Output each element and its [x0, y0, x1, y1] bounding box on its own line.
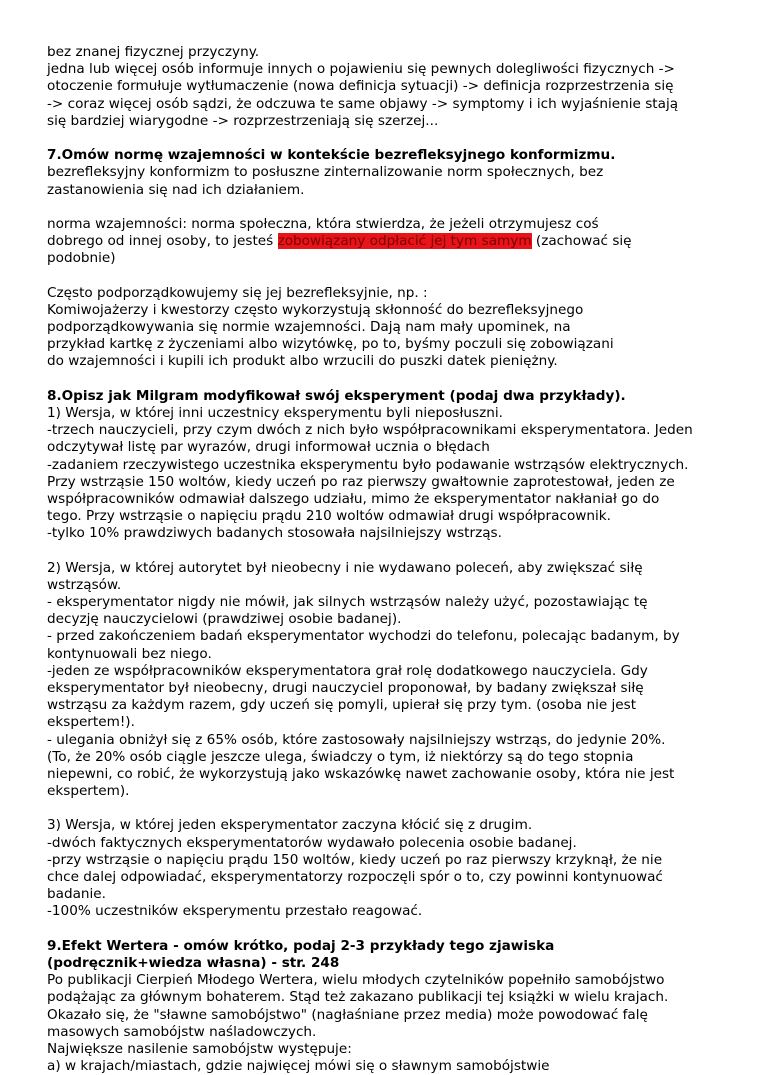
text-line: -> coraz więcej osób sądzi, że odczuwa te same objawy -> symptomy i ich wyjaśnienie stają — [47, 95, 679, 112]
text-line: Po publikacji Cierpień Młodego Wertera, wielu młodych czytelników popełniło samobójstwo — [47, 972, 665, 989]
text-line: norma wzajemności: norma społeczna, która stwierdza, że jeżeli otrzymujesz coś — [47, 215, 599, 232]
text-line: jedna lub więcej osób informuje innych o pojawieniu się pewnych dolegliwości fizycznych -> — [47, 61, 675, 78]
text-line: -dwóch faktycznych eksperymentatorów wydawało polecenia osobie badanej. — [47, 834, 577, 851]
text-line: a) w krajach/miastach, gdzie najwięcej mówi się o sławnym samobójstwie — [47, 1058, 550, 1075]
text-line: -zadaniem rzeczywistego uczestnika eksperymentu było podawanie wstrząsów elektrycznych. — [47, 456, 689, 473]
text-line: Często podporządkowujemy się jej bezrefleksyjnie, np. : — [47, 284, 428, 301]
text-line: Komiwojażerzy i kwestorzy często wykorzystują skłonność do bezrefleksyjnego — [47, 301, 584, 318]
milgram-version-2 — [47, 560, 727, 801]
text-line: do wzajemności i kupili ich produkt albo wrzucili do puszki datek pieniężny. — [47, 353, 558, 370]
text-line: współpracowników odmawiał dalszego udziału, mimo że eksperymentator nakłaniał go do — [47, 490, 660, 507]
text-line: -przy wstrząsie o napięciu prądu 150 woltów, kiedy uczeń po raz pierwszy krzyknął, że nie — [47, 851, 663, 868]
question-9-title: (podręcznik+wiedza własna) - str. 248 — [47, 954, 340, 971]
text-line: podobnie) — [47, 250, 116, 267]
text-line: odczytywał listę par wyrazów, drugi informował ucznia o błędach — [47, 439, 490, 456]
text-line: badanie. — [47, 886, 106, 903]
text-line: - ulegania obniżył się z 65% osób, które zastosowały najsilniejszy wstrząs, do jedynie 20%. — [47, 731, 666, 748]
text-line: -100% uczestników eksperymentu przestało reagować. — [47, 903, 423, 920]
text-line: otoczenie formułuje wytłumaczenie (nowa definicja sytuacji) -> definicja rozprzestrzenia się — [47, 78, 674, 95]
question-7-title: 7.Omów normę wzajemności w kontekście bezrefleksyjnego konformizmu. — [47, 147, 616, 164]
text-line: masowych samobójstw naśladowczych. — [47, 1023, 317, 1040]
text-line: podążając za głównym bohaterem. Stąd też zakazano publikacji tej książki w wielu krajach. — [47, 989, 669, 1006]
text-line: bezrefleksyjny konformizm to posłuszne zinternalizowanie norm społecznych, bez — [47, 164, 604, 181]
text-line: niepewni, co robić, że wykorzystują jako wskazówkę nawet zachowanie osoby, która nie jest — [47, 765, 675, 782]
text-line: kontynuowali bez niego. — [47, 645, 212, 662]
text-line: podporządkowywania się normie wzajemności. Dają nam mały upominek, na — [47, 319, 571, 335]
text-line: decyzję nauczycielowi (prawdziwej osobie badanej). — [47, 611, 402, 628]
text-fragment: (zachować się — [531, 233, 632, 250]
text-line: - przed zakończeniem badań eksperymentator wychodzi do telefonu, polecając badanym, by — [47, 628, 680, 645]
document-page — [47, 44, 727, 1075]
text-line: bez znanej fizycznej przyczyny. — [47, 44, 260, 60]
text-line: eksperymentator był nieobecny, drugi nauczyciel proponował, by badany zwiększał siłę — [47, 679, 644, 696]
text-line: 3) Wersja, w której jeden eksperymentator zaczyna kłócić się z drugim. — [47, 817, 533, 834]
question-9-title: 9.Efekt Wertera - omów krótko, podaj 2-3 przykłady tego zjawiska — [47, 937, 555, 954]
text-line: - eksperymentator nigdy nie mówił, jak silnych wstrząsów należy użyć, pozostawiając tę — [47, 594, 648, 610]
text-line: ekspertem). — [47, 783, 130, 800]
highlighted-text: zobowiązany odpłacić jej tym samym — [277, 233, 532, 250]
text-line: -tylko 10% prawdziwych badanych stosowała najsilniejszy wstrząs. — [47, 525, 502, 542]
text-line: Okazało się, że "sławne samobójstwo" (nagłaśniane przez media) może powodować falę — [47, 1006, 648, 1023]
milgram-version-3 — [47, 817, 727, 920]
text-line: ekspertem!). — [47, 714, 135, 731]
text-line: -jeden ze współpracowników eksperymentatora grał rolę dodatkowego nauczyciela. Gdy — [47, 662, 648, 679]
text-line: Przy wstrząsie 150 woltów, kiedy uczeń po raz pierwszy gwałtownie zaprotestował, jeden ze — [47, 473, 675, 490]
text-line: tego. Przy wstrząsie o napięciu prądu 210 woltów odmawiał drugi współpracownik. — [47, 508, 611, 525]
milgram-version-1 — [47, 405, 727, 543]
question-8 — [47, 388, 727, 921]
intro-paragraph — [47, 44, 727, 130]
text-line: wstrząsów. — [47, 576, 122, 593]
text-line: chce dalej odpowiadać, eksperymentatorzy rozpoczęli spór o to, czy powinni kontynuować — [47, 869, 663, 885]
text-line: się bardziej wiarygodne -> rozprzestrzeniają się szerzej... — [47, 112, 439, 129]
text-fragment: dobrego od innej osoby, to jesteś — [47, 233, 278, 250]
text-line: wstrząsu za każdym razem, gdy uczeń się pomyli, upierał się przy tym. (osoba nie jest — [47, 697, 637, 714]
text-line: (To, że 20% osób ciągle jeszcze ulega, świadczy o tym, iż niektórzy są do tego stopnia — [47, 748, 634, 765]
text-line: przykład kartkę z życzeniami albo wizytówkę, po to, byśmy poczuli się zobowiązani — [47, 336, 614, 353]
text-line: 1) Wersja, w której inni uczestnicy eksperymentu byli nieposłuszni. — [47, 404, 503, 421]
question-8-title: 8.Opisz jak Milgram modyfikował swój eksperyment (podaj dwa przykłady). — [47, 387, 626, 404]
question-9 — [47, 938, 727, 1075]
text-line: Największe nasilenie samobójstw występuje: — [47, 1040, 352, 1057]
text-line — [47, 233, 727, 250]
text-line: zastanowienia się nad ich działaniem. — [47, 181, 305, 198]
text-line: 2) Wersja, w której autorytet był nieobecny i nie wydawano poleceń, aby zwiększać siłę — [47, 559, 643, 576]
text-line: -trzech nauczycieli, przy czym dwóch z nich było współpracownikami eksperymentatora. Jeden — [47, 422, 693, 439]
question-7 — [47, 147, 727, 370]
